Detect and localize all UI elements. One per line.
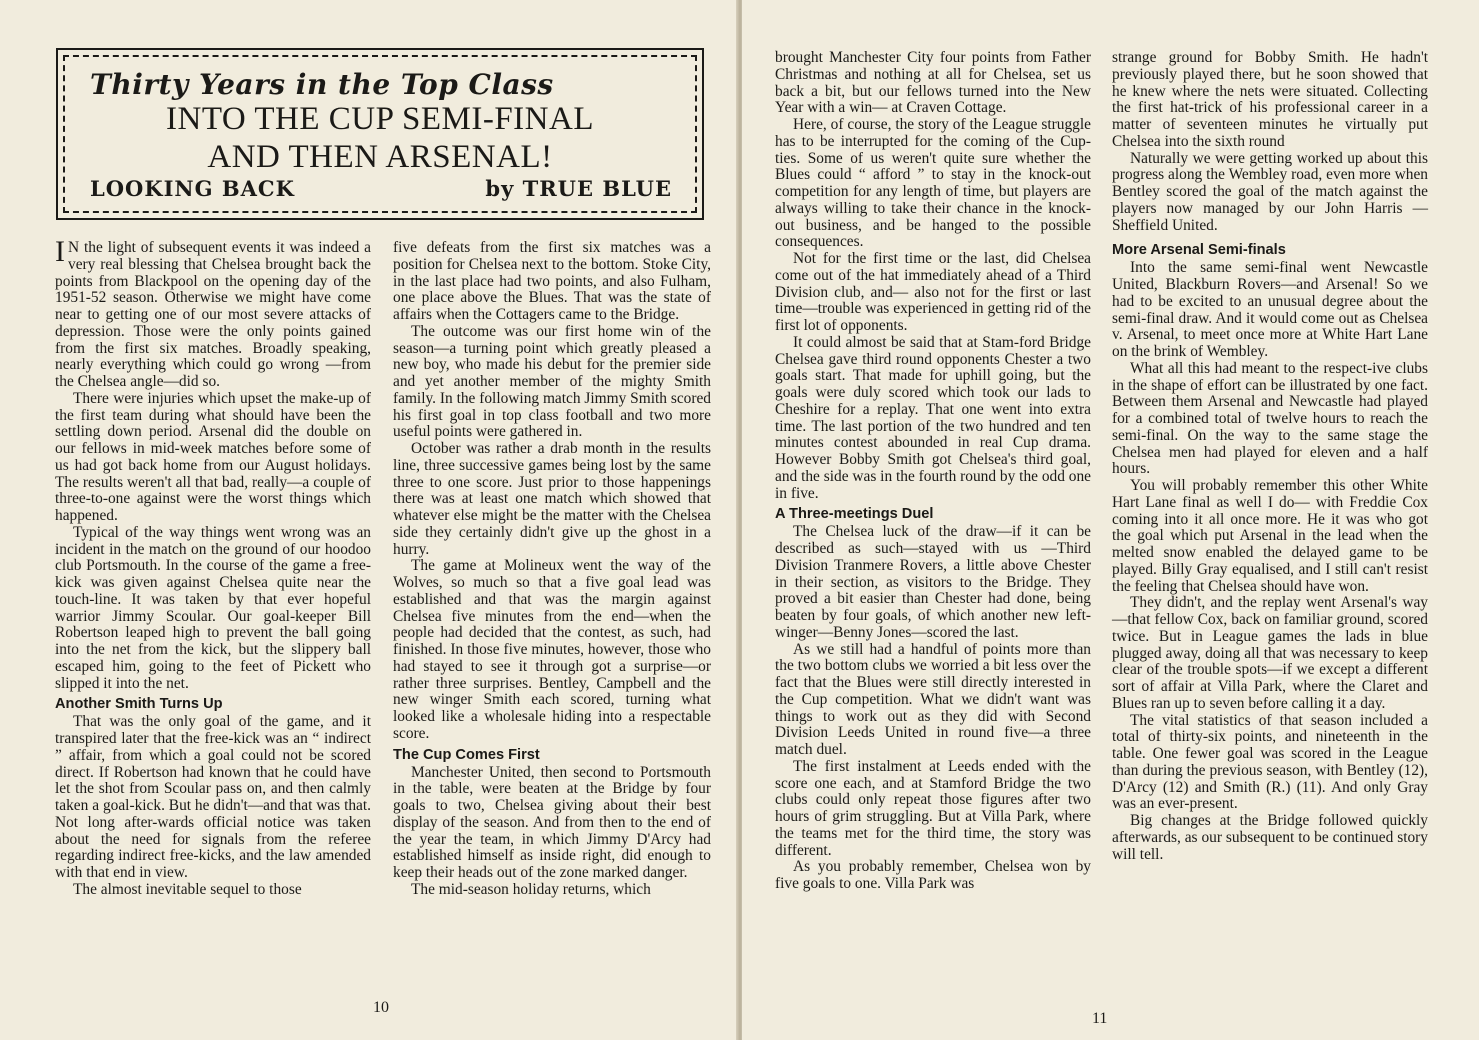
- paragraph: That was the only goal of the game, and it transpired later that the free-kick was an “ indirect ” affair, from which a goal could not be scored direct. If Robertson had known that he could have let the shot from Scoular pass on, and then calmly taken a goal-kick. But he didn't—and that was that. Not long after-wards official notice was taken about the need for signals from the referee regarding indirect free-kicks, and the law amended with that end in view.: [55, 713, 371, 881]
- byline: by TRUE BLUE: [485, 176, 672, 201]
- left-column-1: [55, 235, 371, 899]
- right-page: [742, 0, 1479, 1040]
- paragraph: It could almost be said that at Stam-ford Bridge Chelsea gave third round opponents Chester a two goals start. That made for uphill going, but the goals were duly scored which took our lads to Cheshire for a replay. That one went into extra time. The last portion of the two hundred and ten minutes contest abounded in real Cup drama. However Bobby Smith got Chelsea's third goal, and the side was in the fourth round by the odd one in five.: [775, 333, 1091, 502]
- subheading: Another Smith Turns Up: [55, 696, 223, 713]
- paragraph: October was rather a drab month in the results line, three successive games being lost by the same three to one score. Just prior to those happenings there was at least one match which showed that whatever else might be the matter with the Chelsea side they certainly didn't give up the ghost in a hurry.: [393, 440, 711, 558]
- paragraph: The game at Molineux went the way of the Wolves, so much so that a five goal lead was established and that was the margin against Chelsea five minutes from the end—when the people had decided that the contest, as such, had finished. In those five minutes, however, those who had stayed to see it through got a surprise—or rather three surprises. Bentley, Campbell and the new winger Smith each scored, turning what looked like a wholesale hiding into a respectable score.: [393, 557, 711, 742]
- subheading: The Cup Comes First: [393, 746, 540, 763]
- left-column-2: [393, 240, 711, 899]
- paragraph: As you probably remember, Chelsea won by five goals to one. Villa Park was: [775, 858, 1091, 892]
- paragraph: Not for the first time or the last, did Chelsea come out of the hat immediately ahead of a Third Division club, and— also not for the first or last time—trouble was experienced in getting rid of the first lot of opponents.: [775, 250, 1091, 334]
- page-number: 10: [373, 999, 389, 1016]
- paragraph: The Chelsea luck of the draw—if it can be described as such—stayed with us —Third Division Tranmere Rovers, a little above Chester in their section, as visitors to the Bridge. They proved a bit easier than Chester had done, being beaten by four goals, of which another new left-winger—Benny Jones—scored the last.: [775, 523, 1091, 641]
- paragraph: What all this had meant to the respect-ive clubs in the shape of effort can be illustrated by one fact. Between them Arsenal and Newcastle had played for a combined total of twelve hours to reach the semi-final. On the way to the same stage the Chelsea men had played for eleven and a half hours.: [1112, 359, 1428, 478]
- left-page: [0, 0, 738, 1040]
- paragraph: The outcome was our first home win of the season—a turning point which greatly pleased a new boy, who made his debut for the premier side and yet another member of the mighty Smith family. In the following match Jimmy Smith scored his first goal in top class football and two more useful points were gathered in.: [393, 322, 711, 441]
- paragraph: Naturally we were getting worked up about this progress along the Wembley road, even more when Bentley scored the goal of the match against the players now managed by our John Harris — Sheffield United.: [1112, 149, 1428, 234]
- paragraph: Typical of the way things went wrong was an incident in the match on the ground of our hoodoo club Portsmouth. In the course of the game a free-kick was given against Chelsea quite near the touch-line. It was taken by that ever hopeful warrior Jimmy Scoular. Our goal-keeper Bill Robertson leaped high to prevent the ball going into the net from the kick, but the slippery ball escaped him, going to the feet of Pickett who slipped it into the net.: [55, 523, 371, 692]
- drop-cap: I: [55, 235, 65, 268]
- paragraph: strange ground for Bobby Smith. He hadn't previously played there, but he soon showed that he knew where the nets were situated. Collecting the first hat-trick of his professional career in a matter of seventeen minutes he virtually put Chelsea into the sixth round: [1112, 49, 1428, 150]
- paragraph: You will probably remember this other White Hart Lane final as well I do— with Freddie Cox coming into it all once more. He it was who got the goal which put Arsenal in the lead when the melted snow enabled the delayed game to be played. Billy Gray equalised, and I still can't resist the feeling that Chelsea should have won.: [1112, 477, 1428, 595]
- headline: [58, 100, 702, 176]
- paragraph: The vital statistics of that season included a total of thirty-six points, and nineteenth in the table. One fewer goal was scored in the League than during the previous season, with Bentley (12), D'Arcy (12) and Smith (R.) (11). And only Gray was an ever-present.: [1112, 711, 1428, 813]
- section-label: LOOKING BACK: [90, 176, 295, 201]
- paragraph: The almost inevitable sequel to those: [73, 880, 302, 898]
- paragraph: The mid-season holiday returns, which: [411, 880, 651, 898]
- headline-line-1: INTO THE CUP SEMI-FINAL: [166, 101, 594, 137]
- paragraph: There were injuries which upset the make-up of the first team during what should have been the settling down period. Arsenal did the double on our fellows in mid-week matches before some of us had got back home from our August holidays. The results weren't all that bad, really—a couple of three-to-one against were the worst things which happened.: [55, 389, 371, 524]
- subheading: More Arsenal Semi-finals: [1112, 242, 1286, 259]
- headline-line-2: AND THEN ARSENAL!: [207, 139, 553, 175]
- right-column-2: [1112, 50, 1428, 863]
- paragraph: brought Manchester City four points from Father Christmas and nothing at all for Chelsea, set us back a bit, but our fellows turned into the New Year with a win— at Craven Cottage.: [775, 49, 1091, 117]
- paragraph: [55, 235, 371, 391]
- paragraph-text: N the light of subsequent events it was indeed a very real blessing that Chelsea brought back the points from Blackpool on the opening day of the 1951-52 season. Otherwise we might have come near to getting one of our most severe attacks of depression. Those were the only points gained from the first six matches. Broadly speaking, nearly everything which could go wrong —from the Chelsea angle—did so.: [55, 239, 371, 390]
- paragraph: The first instalment at Leeds ended with the score one each, and at Stamford Bridge the two clubs could only repeat those figures after two hours of grim struggling. But at Villa Park, where the teams met for the third time, the story was different.: [775, 757, 1091, 859]
- paragraph: They didn't, and the replay went Arsenal's way—that fellow Cox, back on familiar ground, scored twice. But in League games the lads in blue plugged away, doing all that was necessary to keep clear of the trouble spots—if we except a different sort of affair at Villa Park, where the Claret and Blues ran up to seven before calling it a day.: [1112, 594, 1428, 712]
- paragraph: Into the same semi-final went Newcastle United, Blackburn Rovers—and Arsenal! So we had to be excited to an unusual degree about the semi-final draw. And it would come out as Chelsea v. Arsenal, to meet once more at White Hart Lane on the brink of Wembley.: [1112, 259, 1428, 360]
- right-column-1: [775, 50, 1091, 893]
- paragraph: As we still had a handful of points more than the two bottom clubs we worried a bit less over the fact that the Blues were still directly interested in the Cup competition. What we didn't want was things to work out as they did with Second Division Leeds United in round five—a three match duel.: [775, 640, 1091, 758]
- paragraph: Big changes at the Bridge followed quickly afterwards, as our subsequent to be continued story will tell.: [1112, 812, 1428, 863]
- page-number: 11: [1092, 1010, 1108, 1027]
- series-kicker: Thirty Years in the Top Class: [90, 68, 554, 101]
- paragraph: Manchester United, then second to Portsmouth in the table, were beaten at the Bridge by four goals to two, Chelsea giving about their best display of the season. And from then to the end of the year the team, in which Jimmy D'Arcy had established himself as inside right, did enough to keep their heads out of the zone marked danger.: [393, 763, 711, 881]
- subheading: A Three-meetings Duel: [775, 506, 934, 523]
- title-box: [56, 48, 704, 220]
- paragraph: Here, of course, the story of the League struggle has to be interrupted for the coming of the Cup-ties. Some of us weren't quite sure whether the Blues could “ afford ” to stay in the knock-out competition for any length of time, but players are always willing to take their chance in the knock-out business, and be hanged to the possible consequences.: [775, 116, 1091, 251]
- paragraph: five defeats from the first six matches was a position for Chelsea next to the bottom. Stoke City, in the last place had two points, and also Fulham, one place above the Blues. That was the state of affairs when the Cottagers came to the Bridge.: [393, 239, 711, 323]
